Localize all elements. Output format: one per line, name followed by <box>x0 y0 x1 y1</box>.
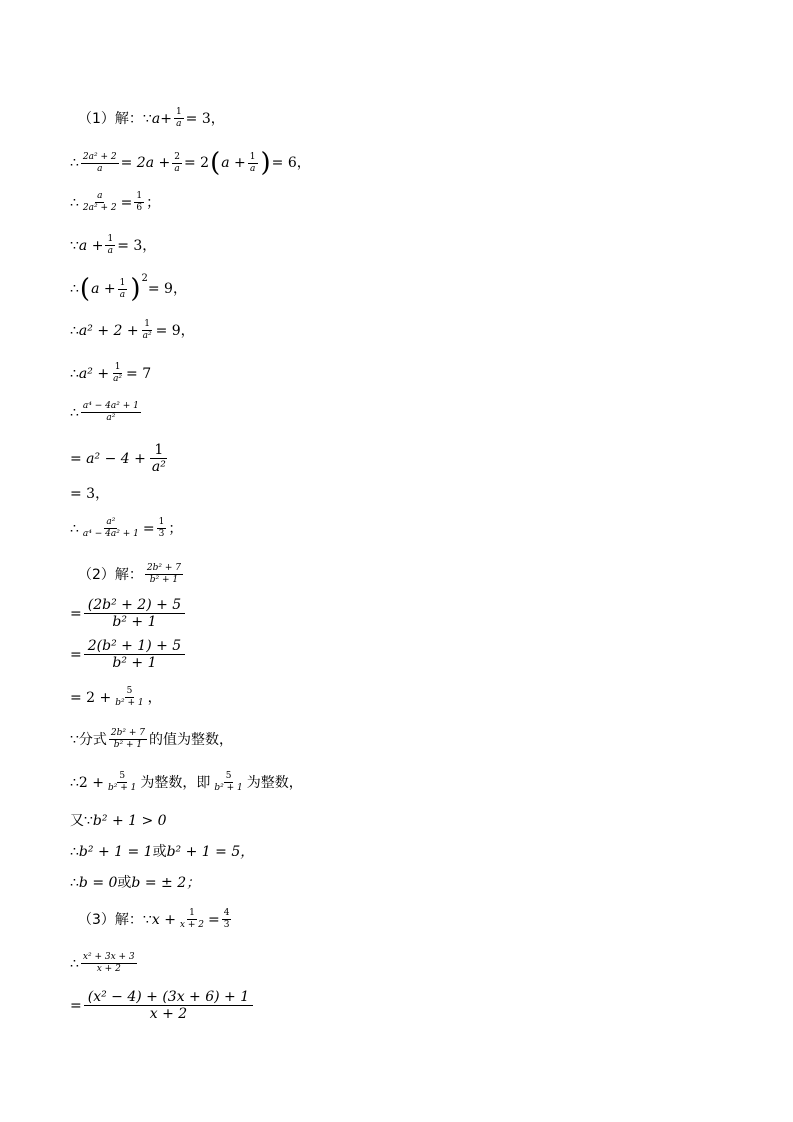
denominator: 2a² + 2 <box>82 203 117 213</box>
numerator: a² <box>106 517 116 527</box>
expression: = a² − 4 + <box>70 450 146 467</box>
denominator: a² <box>142 331 152 341</box>
right-paren: ) <box>260 148 271 178</box>
fraction <box>111 363 124 384</box>
fraction <box>178 909 206 930</box>
therefore-symbol: ∴ <box>70 774 79 791</box>
right-paren: ) <box>130 274 141 304</box>
fraction <box>157 518 167 539</box>
denominator: x + 2 <box>149 1006 188 1022</box>
numerator: 1 <box>189 908 195 918</box>
step-line-2 <box>70 150 311 176</box>
part2-label: （2）解： <box>78 566 143 583</box>
fraction <box>141 320 154 341</box>
denominator: b² + 1 <box>214 783 243 793</box>
expression: = 2a + <box>120 155 171 171</box>
numerator: 2b² + 7 <box>146 563 182 573</box>
fraction <box>84 639 185 670</box>
because-symbol: ∵ <box>70 731 79 748</box>
numerator: a⁴ − 4a² + 1 <box>82 401 139 411</box>
part1-given-line <box>78 108 225 129</box>
therefore-symbol: ∴ <box>70 404 79 421</box>
denominator: a <box>107 246 113 256</box>
equals: = <box>70 605 82 622</box>
step-line-3 <box>70 192 160 213</box>
text: 为整数，即 <box>140 774 211 791</box>
numerator: 1 <box>175 107 182 117</box>
numerator: 5 <box>119 771 126 781</box>
numerator: 1 <box>144 319 150 329</box>
expression: x + <box>151 911 176 928</box>
expression: = 3， <box>70 486 110 502</box>
step-line-10 <box>70 487 109 501</box>
therefore-symbol: ∴ <box>70 365 79 382</box>
fraction <box>106 772 138 793</box>
denominator: b² + 1 <box>112 655 157 671</box>
denominator: x + 2 <box>179 920 204 930</box>
fraction <box>248 153 258 174</box>
part1-label: （1）解： <box>78 110 143 127</box>
expression: b = ± 2； <box>131 875 201 891</box>
step-line-11 <box>70 518 182 539</box>
fraction <box>222 909 232 930</box>
numerator: 1 <box>136 191 143 201</box>
fraction <box>84 598 185 629</box>
denominator: 6 <box>136 203 143 213</box>
fraction <box>81 518 141 539</box>
fraction <box>172 153 182 174</box>
therefore-symbol: ∴ <box>70 520 79 537</box>
fraction <box>148 443 170 474</box>
paren-with-exponent <box>129 273 148 304</box>
fraction <box>113 687 145 708</box>
expression: a + <box>78 237 104 254</box>
numerator: 2(b² + 1) + 5 <box>84 639 185 655</box>
denominator: a⁴ − 4a² + 1 <box>82 529 139 539</box>
step-line-6 <box>70 320 195 341</box>
because-symbol: ∵ <box>142 110 152 127</box>
step-line-4 <box>70 235 156 256</box>
numerator: 2b² + 7 <box>110 728 146 738</box>
denominator: a <box>119 289 126 300</box>
denominator: b² + 1 <box>108 783 137 793</box>
numerator: 1 <box>249 151 256 162</box>
expression: = 2 + <box>70 689 112 706</box>
step-line-17 <box>70 772 303 793</box>
equals: = <box>120 194 133 211</box>
denominator: b² + 1 <box>113 740 143 750</box>
equals: = <box>70 997 82 1014</box>
therefore-symbol: ∴ <box>70 155 79 171</box>
denominator: a <box>176 119 182 129</box>
var-a: a <box>151 110 161 127</box>
numerator: 1 <box>150 443 167 459</box>
denominator: a <box>249 163 256 174</box>
text: 的值为整数， <box>149 731 234 748</box>
step-line-13 <box>70 598 187 629</box>
numerator: (2b² + 2) + 5 <box>84 598 185 614</box>
comma: ， <box>147 689 162 706</box>
therefore-symbol: ∴ <box>70 322 79 339</box>
step-line-20 <box>70 876 200 890</box>
left-paren: ( <box>79 274 91 304</box>
expression: b = 0 <box>78 875 118 891</box>
numerator: 1 <box>114 362 121 372</box>
denominator: a² <box>106 413 116 423</box>
numerator: (x² − 4) + (3x + 6) + 1 <box>84 990 253 1006</box>
step-line-16 <box>70 729 233 750</box>
expression: a² + <box>78 365 110 382</box>
equals: = <box>70 646 82 663</box>
expression: b² + 1 = 5， <box>166 844 255 860</box>
step-line-22 <box>70 953 139 974</box>
expression: b² + 1 > 0 <box>92 813 167 829</box>
expression: = 6， <box>271 155 311 171</box>
text: 为整数， <box>246 774 303 791</box>
denominator: a² <box>113 374 123 384</box>
step-line-9 <box>70 443 172 474</box>
numerator: 4 <box>223 908 230 918</box>
numerator: a <box>97 191 103 201</box>
therefore-symbol: ∴ <box>70 281 79 297</box>
step-line-7 <box>70 363 151 384</box>
fraction <box>212 772 244 793</box>
fraction <box>81 153 119 174</box>
expression: 2 + <box>78 774 105 791</box>
denominator: 3 <box>223 920 230 930</box>
numerator: x² + 3x + 3 <box>82 952 135 962</box>
text: 分式 <box>78 731 107 748</box>
denominator: a² <box>151 459 166 475</box>
expression: = 7 <box>126 365 152 382</box>
denominator: 3 <box>158 529 165 539</box>
part2-line <box>78 564 185 585</box>
equals: = <box>142 520 155 537</box>
step-line-19 <box>70 845 254 859</box>
equals: = <box>208 911 220 928</box>
fraction <box>145 564 183 585</box>
plus: + <box>160 110 172 127</box>
fraction <box>84 990 253 1021</box>
fraction <box>109 729 147 750</box>
denominator: a <box>174 163 180 174</box>
fraction <box>81 953 137 974</box>
expression: a² + 2 + <box>78 322 139 339</box>
part3-label: （3）解： <box>78 911 143 928</box>
part3-given-line <box>78 909 233 930</box>
expression: = 9， <box>147 281 187 297</box>
denominator: x + 2 <box>96 964 121 974</box>
fraction <box>81 192 119 213</box>
numerator: 1 <box>119 277 126 288</box>
numerator: 5 <box>126 686 133 696</box>
therefore-symbol: ∴ <box>70 955 79 972</box>
numerator: 2a² + 2 <box>82 151 117 162</box>
semicolon: ； <box>146 194 161 211</box>
denominator: b² + 1 <box>115 698 144 708</box>
therefore-symbol: ∴ <box>70 844 79 860</box>
expression: = 2 <box>183 155 210 171</box>
text: 又 <box>70 813 84 829</box>
expression: = 3， <box>117 237 157 254</box>
left-paren: ( <box>210 148 221 178</box>
equation-rest: = 3， <box>185 110 225 127</box>
because-symbol: ∵ <box>84 813 93 829</box>
expression: b² + 1 = 1 <box>78 844 153 860</box>
because-symbol: ∵ <box>142 911 152 928</box>
denominator: a <box>97 163 103 174</box>
fraction <box>81 402 141 423</box>
therefore-symbol: ∴ <box>70 194 79 211</box>
step-line-23 <box>70 990 255 1021</box>
numerator: 1 <box>158 517 165 527</box>
step-line-8 <box>70 402 143 423</box>
exponent: 2 <box>141 273 148 284</box>
fraction <box>105 235 115 256</box>
or-text: 或 <box>152 844 167 860</box>
numerator: 1 <box>107 234 114 244</box>
step-line-18 <box>70 814 167 828</box>
or-text: 或 <box>117 875 132 891</box>
fraction <box>134 192 144 213</box>
denominator: b² + 1 <box>112 614 157 630</box>
step-line-5 <box>70 273 187 304</box>
fraction <box>174 108 184 129</box>
therefore-symbol: ∴ <box>70 875 79 891</box>
expression: a + <box>221 155 246 171</box>
denominator: b² + 1 <box>149 575 179 585</box>
step-line-14 <box>70 639 187 670</box>
semicolon: ； <box>168 520 183 537</box>
because-symbol: ∵ <box>70 237 79 254</box>
numerator: 2 <box>174 151 180 162</box>
expression: a + <box>91 281 116 297</box>
fraction <box>118 279 128 300</box>
step-line-15 <box>70 687 162 708</box>
expression: = 9， <box>155 322 195 339</box>
numerator: 5 <box>225 771 232 781</box>
